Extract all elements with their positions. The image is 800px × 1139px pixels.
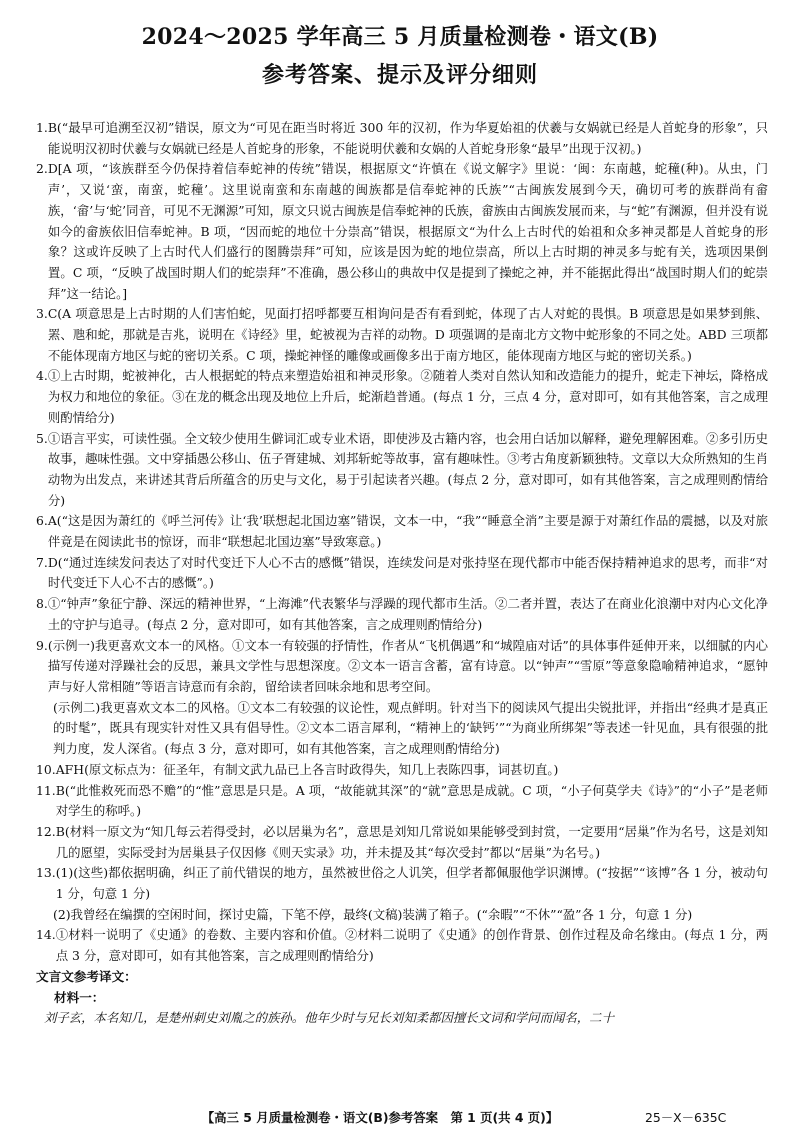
item-text: B(“最早可追溯至汉初”错误，原文为“可见在距当时将近 300 年的汉初，作为华夏始祖的伏羲与女娲就已经是人首蛇身的形象”，只能说明汉初时伏羲与女娲就已经是人首蛇身的形象，不能说明伏羲和女娲的人首蛇身形象“最早”出现于汉初。)	[47, 120, 768, 156]
item-number: 3.	[36, 306, 48, 322]
item-number: 13.	[36, 865, 56, 881]
answer-item-8	[36, 594, 768, 635]
item-number: 7.	[36, 554, 48, 570]
answer-item-1	[36, 118, 768, 159]
answer-item-13	[36, 863, 768, 904]
answer-item-13-part-two: (2)我曾经在编撰的空闲时间，探讨史篇，下笔不停，最终(文稿)装满了箱子。(“余暇”“不休”“盈”各 1 分，句意 1 分)	[53, 906, 693, 922]
answer-body	[36, 118, 768, 1029]
item-number: 4.	[36, 368, 48, 384]
answer-item-5	[36, 429, 768, 512]
answer-item-11	[36, 781, 768, 822]
item-text: C(A 项意思是上古时期的人们害怕蛇，见面打招呼都要互相询问是否有看到蛇，体现了古人对蛇的畏惧。B 项意思是如果梦到熊、罴、虺和蛇，那就是吉兆，说明在《诗经》里，蛇被视为吉祥的动物。D 项强调的是南北方文物中蛇形象的不同之处。ABD 三项都不能体现南方地区与蛇的密切关系。C 项，操蛇神怪的雕像或画像多出于南方地区，能体现南方地区与蛇的密切关系。)	[47, 306, 768, 363]
item-number: 1.	[36, 120, 48, 135]
footer-page-info: 【高三 5 月质量检测卷・语文(B)参考答案 第 1 页(共 4 页)】	[201, 1110, 559, 1125]
translation-heading: 文言文参考译文：	[36, 968, 137, 984]
answer-item-2	[36, 159, 768, 304]
item-text: ①材料一说明了《史通》的卷数、主要内容和价值。②材料二说明了《史通》的创作背景、创作过程及命名缘由。(每点 1 分，两点 3 分，意对即可，如有其他答案，言之成理则酌情给分)	[55, 927, 768, 964]
item-number: 12.	[36, 823, 56, 839]
answer-item-9-example-two: (示例二)我更喜欢文本二的风格。①文本二有较强的议论性，观点鲜明。针对当下的阅读风气提出尖锐批评，并指出“经典才是真正的时髦”，既具有现实针对性又具有倡导性。②文本二语言犀利，“精神上的‘缺钙’”“为商业所绑架”等表述一针见血，具有很强的批判力度，发人深省。(每点 3 分，意对即可，如有其他答案，言之成理则酌情给分)	[53, 699, 768, 757]
answer-item-6	[36, 511, 768, 552]
answer-item-4	[36, 366, 768, 428]
item-text: (1)(这些)都依据明确，纠正了前代错误的地方，虽然被世俗之人讥笑，但学者都佩服他学识渊博。(“按据”“该博”各 1 分，被动句 1 分，句意 1 分)	[55, 865, 768, 902]
item-text: A(“这是因为萧红的《呼兰河传》让‘我’联想起北国边塞”错误，文本一中，“我”“睡意全消”主要是源于对萧红作品的震撼，以及对旅伴竟是在阅读此书的惊讶，而非“联想起北国边塞”导致寒意。)	[47, 513, 768, 550]
answer-item-12	[36, 822, 768, 863]
item-number: 8.	[36, 596, 48, 612]
item-text: ①语言平实，可读性强。全文较少使用生僻词汇或专业术语，即使涉及古籍内容，也会用白话加以解释，避免理解困难。②多引历史故事，趣味性强。文中穿插愚公移山、伍子胥建城、刘邦斩蛇等故事，富有趣味性。③考古角度新颖独特。文章以大众所熟知的生肖动物为出发点，来讲述其背后所蕴含的历史与文化，易于引起读者兴趣。(每点 2 分，意对即可，如有其他答案，言之成理则酌情给分)	[47, 430, 768, 508]
answer-item-9	[36, 636, 768, 698]
item-text: ①“钟声”象征宁静、深远的精神世界，“上海滩”代表繁华与浮躁的现代都市生活。②二者并置，表达了在商业化浪潮中对内心文化净土的守护与追寻。(每点 2 分，意对即可，如有其他答案，言之成理则酌情给分)	[47, 596, 768, 632]
translation-text: 刘子玄，本名知几，是楚州刺史刘胤之的族孙。他年少时与兄长刘知柔都因擅长文词和学问而闻名，二十	[44, 1010, 614, 1026]
item-text: B(“此惟救死而恐不赡”的“惟”意思是只是。A 项，“故能就其深”的“就”意思是成就。C 项，“小子何莫学夫《诗》”的“小子”是老师对学生的称呼。)	[55, 782, 768, 819]
page-title: 2024～2025 学年高三 5 月质量检测卷・语文(B)	[141, 24, 659, 50]
page-subtitle: 参考答案、提示及评分细则	[261, 63, 538, 88]
answer-item-3	[36, 304, 768, 366]
answer-item-10	[36, 760, 768, 781]
item-text: (示例一)我更喜欢文本一的风格。①文本一有较强的抒情性，作者从“飞机偶遇”和“城隍庙对话”的具体事件延伸开来，以细腻的内心描写传递对浮躁社会的反思，兼具文学性与思想深度。②文本一语言含蓄，富有诗意。以“钟声”“雪原”等意象隐喻精神追求，“愿钟声与好人常相随”等语言诗意而有余韵，留给读者回味余地和思考空间。	[47, 637, 768, 694]
item-number: 9.	[36, 637, 48, 653]
item-text: D(“通过连续发问表达了对时代变迁下人心不古的感慨”错误，连续发问是对张持坚在现代都市中能否保持精神追求的思考，而非“对时代变迁下人心不古的感慨”。)	[47, 554, 768, 591]
item-number: 6.	[36, 513, 48, 529]
translation-subheading: 材料一：	[54, 989, 105, 1005]
footer-code: 25－X－635C	[645, 1110, 727, 1125]
item-number: 5.	[36, 430, 48, 446]
answer-item-7	[36, 553, 768, 594]
item-number: 14.	[36, 927, 56, 943]
item-text: ①上古时期，蛇被神化，古人根据蛇的特点来塑造始祖和神灵形象。②随着人类对自然认知和改造能力的提升，蛇走下神坛，降格成为权力和地位的象征。③在龙的概念出现及地位上升后，蛇渐趋普通。(每点 1 分，三点 4 分，意对即可，如有其他答案，言之成理则酌情给分)	[47, 368, 768, 425]
item-text: B(材料一原文为“知几每云若得受封，必以居巢为名”，意思是刘知几常说如果能够受到封赏，一定要用“居巢”作为名号，这是刘知几的愿望，实际受封为居巢县子仅因修《则天实录》功，并未提及其“每次受封”都以“居巢”为名号。)	[55, 823, 768, 860]
item-text: AFH(原文标点为：征圣年，有制文武九品已上各言时政得失，知几上表陈四事，词甚切直。)	[55, 761, 559, 777]
item-number: 2.	[36, 161, 48, 177]
answer-item-14	[36, 925, 768, 966]
item-number: 10.	[36, 761, 56, 777]
item-number: 11.	[36, 782, 56, 798]
item-text: D[A 项，“该族群至今仍保持着信奉蛇神的传统”错误，根据原文“许慎在《说文解字》里说：‘闽：东南越，蛇穜(种)。从虫，门声’，又说‘蛮，南蛮，蛇穜’。这里说南蛮和东南越的闽族都是信奉蛇神的氏族”“古闽族发展到今天，确切可考的族群尚有畲族，‘畲’与‘蛇’同音，可见不无渊源”可知，原文只说古闽族是信奉蛇神的氏族，畲族由古闽族发展而来，与“蛇”有渊源，但并没有说如今的畲族依旧信奉蛇神。B 项，“因而蛇的地位十分崇高”错误，根据原文“为什么上古时代的始祖和众多神灵都是人首蛇身的形象？这或许反映了上古时代人们盛行的图腾崇拜”可知，应该是因为蛇的地位崇高，所以上古时期的神灵多与蛇有关，选项因果倒置。C 项，“反映了战国时期人们的蛇崇拜”不准确，愚公移山的典故中仅是提到了操蛇之神，并不能据此得出“战国时期人们的蛇崇拜”这一结论。]	[47, 161, 768, 301]
